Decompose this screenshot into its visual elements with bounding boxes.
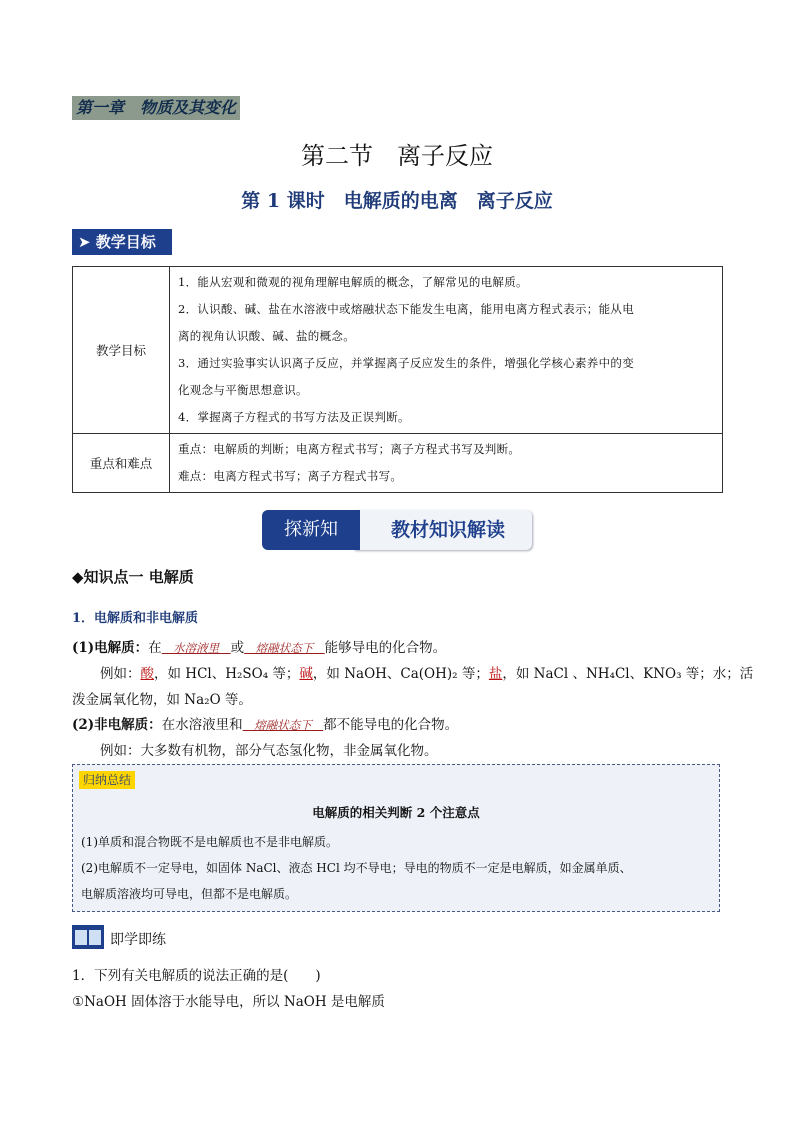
goals-row-header: 教学目标 xyxy=(73,267,170,434)
summary-line: (2)电解质不一定导电，如固体 NaCl、液态 HCl 均不导电；导电的物质不一定是电解质，如金属单质、 xyxy=(81,861,632,875)
highlight-base: 碱 xyxy=(299,666,313,682)
knowledge-point-heading: ◆知识点一 电解质 xyxy=(72,568,194,586)
page-title: 第二节 离子反应 xyxy=(301,142,493,170)
highlight-salt: 盐 xyxy=(488,666,503,682)
text: 例如： xyxy=(100,666,141,682)
goals-table xyxy=(72,266,723,493)
focus-row-header: 重点和难点 xyxy=(73,434,170,493)
focus-line: 重点：电解质的判断；电离方程式书写；离子方程式书写及判断。 xyxy=(178,442,521,456)
highlight-acid: 酸 xyxy=(140,666,154,682)
summary-line: 电解质溶液均可导电，但都不是电解质。 xyxy=(81,887,298,901)
goal-line: 化观念与平衡思想意识。 xyxy=(178,383,308,397)
term-label: (1)电解质： xyxy=(72,640,149,656)
summary-title: 电解质的相关判断 2 个注意点 xyxy=(312,805,480,820)
focus-line: 难点：电离方程式书写；离子方程式书写。 xyxy=(178,469,403,483)
text: 在水溶液里和 xyxy=(161,717,243,733)
goals-row xyxy=(73,267,723,434)
banner-right-label: 教材知识解读 xyxy=(354,510,532,550)
paragraph-non-electrolyte-examples: 例如：大多数有机物，部分气态氢化物，非金属氧化物。 xyxy=(100,743,438,759)
goal-line: 2．认识酸、碱、盐在水溶液中或熔融状态下能发生电离，能用电离方程式表示；能从电 xyxy=(178,302,635,316)
page-subtitle: 第 1 课时 电解质的电离 离子反应 xyxy=(241,190,553,212)
answer-blank: 熔融状态下 xyxy=(242,718,324,732)
focus-row xyxy=(73,434,723,493)
goal-line: 4．掌握离子方程式的书写方法及正误判断。 xyxy=(178,410,410,424)
answer-blank: 熔融状态下 xyxy=(244,641,325,655)
text: ，如 NaCl 、NH₄Cl、KNO₃ 等；水；活 xyxy=(502,666,754,682)
text: ，如 HCl、H₂SO₄ 等； xyxy=(154,666,300,682)
question-1: 1．下列有关电解质的说法正确的是( ) xyxy=(72,968,321,984)
summary-tag: 归纳总结 xyxy=(79,771,135,789)
paragraph-non-electrolyte xyxy=(72,713,458,733)
paragraph-examples xyxy=(100,662,753,682)
banner-left-label: 探新知 xyxy=(262,510,360,550)
goals-row-content xyxy=(170,267,723,434)
text: ，如 NaOH、Ca(OH)₂ 等； xyxy=(312,666,489,682)
text: 在 xyxy=(148,640,162,656)
text: 都不能导电的化合物。 xyxy=(323,717,459,733)
goals-tag: ➤ 教学目标 xyxy=(72,229,172,255)
answer-blank: 水溶液里 xyxy=(161,641,231,655)
summary-box xyxy=(72,764,720,912)
text: 或 xyxy=(230,640,245,656)
chapter-header: 第一章 物质及其变化 xyxy=(72,96,240,120)
text: 能够导电的化合物。 xyxy=(324,640,447,656)
section-banner xyxy=(262,510,532,550)
practice-label: 即学即练 xyxy=(110,932,166,948)
question-1-option-1: ①NaOH 固体溶于水能导电，所以 NaOH 是电解质 xyxy=(72,994,385,1010)
summary-line: (1)单质和混合物既不是电解质也不是非电解质。 xyxy=(81,835,338,849)
section-heading: 1．电解质和非电解质 xyxy=(72,611,199,626)
goal-line: 3．通过实验事实认识离子反应，并掌握离子反应发生的条件，增强化学核心素养中的变 xyxy=(178,356,635,370)
term-label: (2)非电解质： xyxy=(72,717,162,733)
focus-row-content xyxy=(170,434,723,493)
goal-line: 离的视角认识酸、碱、盐的概念。 xyxy=(178,329,355,343)
paragraph-examples-cont: 泼金属氧化物，如 Na₂O 等。 xyxy=(72,692,252,708)
book-icon xyxy=(72,925,104,949)
paragraph-electrolyte xyxy=(72,636,446,656)
goal-line: 1．能从宏观和微观的视角理解电解质的概念，了解常见的电解质。 xyxy=(178,275,528,289)
